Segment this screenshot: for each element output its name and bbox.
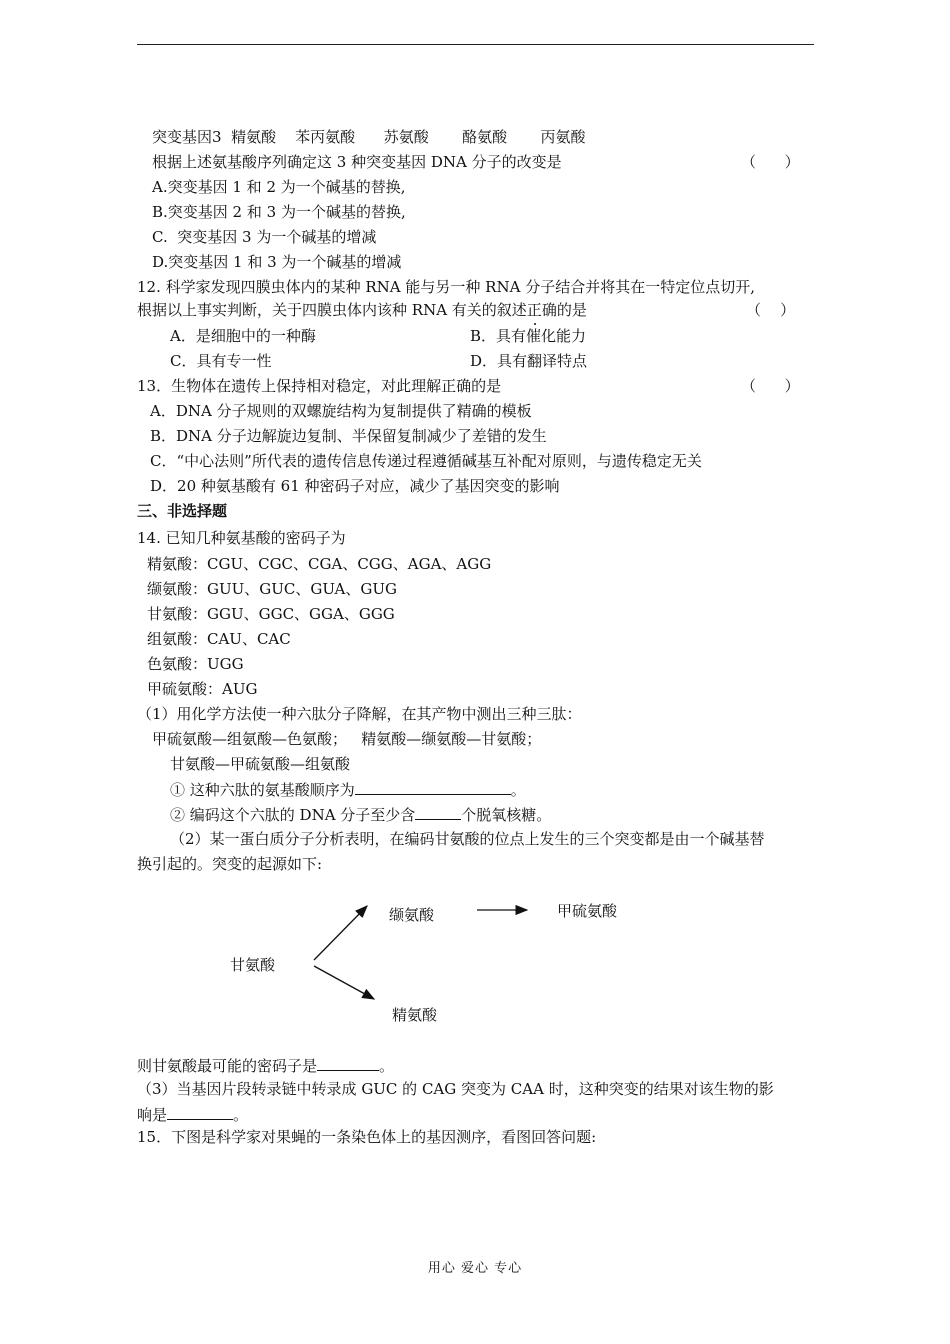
q13-option-d: D．20 种氨基酸有 61 种密码子对应，减少了基因突变的影响 bbox=[150, 477, 560, 495]
q12-option-b: B．具有催化能力 bbox=[470, 327, 587, 345]
q11-option-c: C. 突变基因 3 为一个碱基的增减 bbox=[152, 228, 377, 246]
arrow-to-valine bbox=[314, 906, 367, 960]
q11-option-a: A.突变基因 1 和 2 为一个碱基的替换, bbox=[152, 178, 406, 196]
q12-stem-line2: 根据以上事实判断，关于四膜虫体内该种 RNA 有关的叙述正确的是 bbox=[137, 301, 587, 319]
q13-stem: 13．生物体在遗传上保持相对稳定，对此理解正确的是 bbox=[137, 377, 502, 395]
q12-stem-line1: 12. 科学家发现四膜虫体内的某种 RNA 能与另一种 RNA 分子结合并将其在一特定位点切开, bbox=[137, 278, 755, 296]
q11-option-b: B.突变基因 2 和 3 为一个碱基的替换, bbox=[152, 203, 406, 221]
q14-part2-line2: 换引起的。突变的起源如下: bbox=[137, 855, 323, 873]
page-footer: 用心 爱心 专心 bbox=[427, 1261, 523, 1276]
q11-option-d: D.突变基因 1 和 3 为一个碱基的增减 bbox=[152, 253, 402, 271]
header-rule bbox=[137, 44, 814, 45]
diagram-methionine: 甲硫氨酸 bbox=[557, 902, 618, 920]
q11-stem: 根据上述氨基酸序列确定这 3 种突变基因 DNA 分子的改变是 bbox=[152, 153, 562, 171]
q12-answer-bracket: （ ） bbox=[746, 301, 796, 319]
q12-option-c: C．具有专一性 bbox=[170, 352, 272, 370]
q13-option-b: B．DNA 分子边解旋边复制、半保留复制减少了差错的发生 bbox=[150, 427, 547, 445]
answer-blank[interactable] bbox=[167, 1104, 233, 1120]
codon-row-tryptophan: 色氨酸：UGG bbox=[147, 655, 244, 673]
q14-part2-answer: 则甘氨酸最可能的密码子是 。 bbox=[137, 1057, 395, 1075]
section-heading: 三、非选择题 bbox=[137, 502, 228, 520]
tripeptide-line1: 甲硫氨酸—组氨酸—色氨酸； 精氨酸—缬氨酸—甘氨酸； bbox=[152, 730, 542, 748]
q13-answer-bracket: （ ） bbox=[741, 377, 800, 395]
q14-part3-line1: （3）当基因片段转录链中转录成 GUC 的 CAG 突变为 CAA 时，这种突变的结果对该生物的影 bbox=[137, 1080, 774, 1098]
answer-blank[interactable] bbox=[317, 1055, 379, 1071]
q12-option-a: A．是细胞中的一种酶 bbox=[170, 327, 316, 345]
codon-row-glycine: 甘氨酸：GGU、GGC、GGA、GGG bbox=[147, 605, 395, 623]
q14-part2-line1: （2）某一蛋白质分子分析表明，在编码甘氨酸的位点上发生的三个突变都是由一个碱基替 bbox=[170, 830, 765, 848]
q11-answer-bracket: （ ） bbox=[741, 153, 800, 171]
q12-option-d: D．具有翻译特点 bbox=[470, 352, 588, 370]
codon-row-valine: 缬氨酸：GUU、GUC、GUA、GUG bbox=[147, 580, 397, 598]
q14-sub1: ① 这种六肽的氨基酸顺序为 。 bbox=[170, 781, 526, 799]
diagram-arginine: 精氨酸 bbox=[392, 1006, 438, 1024]
q13-option-c: C．“中心法则”所代表的遗传信息传递过程遵循碱基互补配对原则，与遗传稳定无关 bbox=[150, 452, 702, 470]
q14-part3-line2: 响是 。 bbox=[137, 1106, 249, 1124]
tripeptide-line2: 甘氨酸—甲硫氨酸—组氨酸 bbox=[170, 755, 351, 773]
q14-stem: 14. 已知几种氨基酸的密码子为 bbox=[137, 529, 346, 547]
diagram-valine: 缬氨酸 bbox=[389, 906, 435, 924]
codon-row-arginine: 精氨酸：CGU、CGC、CGA、CGG、AGA、AGG bbox=[147, 555, 492, 573]
q14-sub2: ② 编码这个六肽的 DNA 分子至少含 个脱氧核糖。 bbox=[170, 806, 552, 824]
answer-blank[interactable] bbox=[415, 804, 461, 820]
codon-row-histidine: 组氨酸：CAU、CAC bbox=[147, 630, 291, 648]
diagram-glycine: 甘氨酸 bbox=[230, 956, 276, 974]
answer-blank[interactable] bbox=[355, 779, 511, 795]
q13-option-a: A．DNA 分子规则的双螺旋结构为复制提供了精确的模板 bbox=[150, 402, 532, 420]
codon-row-methionine: 甲硫氨酸：AUG bbox=[147, 680, 258, 698]
q14-part1-stem: （1）用化学方法使一种六肽分子降解，在其产物中测出三种三肽： bbox=[137, 705, 582, 723]
q11-gene3-row: 突变基因3 精氨酸 苯丙氨酸 苏氨酸 酪氨酸 丙氨酸 bbox=[152, 128, 586, 146]
arrow-to-arginine bbox=[314, 966, 374, 999]
emphasis-char: 正 bbox=[526, 301, 542, 319]
q15-stem: 15．下图是科学家对果蝇的一条染色体上的基因测序，看图回答问题: bbox=[137, 1128, 597, 1146]
